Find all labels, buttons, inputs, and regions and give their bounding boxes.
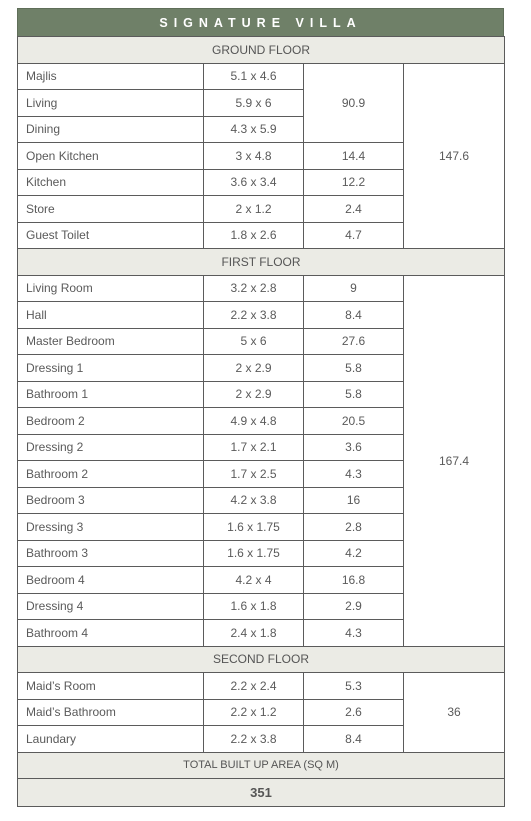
room-dimensions: 2.2 x 2.4 bbox=[204, 673, 304, 700]
combined-area: 90.9 bbox=[304, 63, 404, 143]
room-dimensions: 1.6 x 1.75 bbox=[204, 514, 304, 541]
room-area: 20.5 bbox=[304, 408, 404, 435]
room-dimensions: 1.7 x 2.5 bbox=[204, 461, 304, 488]
room-name: Maid’s Bathroom bbox=[18, 699, 204, 726]
room-area: 27.6 bbox=[304, 328, 404, 355]
room-area: 2.9 bbox=[304, 593, 404, 620]
room-name: Majlis bbox=[18, 63, 204, 90]
total-value-row bbox=[18, 779, 505, 807]
room-name: Guest Toilet bbox=[18, 222, 204, 249]
room-name: Laundary bbox=[18, 726, 204, 753]
second-floor-heading: SECOND FLOOR bbox=[18, 646, 505, 673]
room-name: Dressing 2 bbox=[18, 434, 204, 461]
room-dimensions: 2.2 x 1.2 bbox=[204, 699, 304, 726]
room-name: Bathroom 3 bbox=[18, 540, 204, 567]
room-dimensions: 1.8 x 2.6 bbox=[204, 222, 304, 249]
section-row bbox=[18, 646, 505, 673]
room-dimensions: 2.4 x 1.8 bbox=[204, 620, 304, 647]
section-row bbox=[18, 37, 505, 64]
room-dimensions: 5 x 6 bbox=[204, 328, 304, 355]
room-name: Open Kitchen bbox=[18, 143, 204, 170]
room-name: Maid’s Room bbox=[18, 673, 204, 700]
room-dimensions: 3 x 4.8 bbox=[204, 143, 304, 170]
room-dimensions: 3.6 x 3.4 bbox=[204, 169, 304, 196]
room-area: 5.8 bbox=[304, 381, 404, 408]
room-area: 4.7 bbox=[304, 222, 404, 249]
room-area: 8.4 bbox=[304, 726, 404, 753]
room-area: 5.3 bbox=[304, 673, 404, 700]
floor-total: 147.6 bbox=[404, 63, 505, 249]
room-dimensions: 4.9 x 4.8 bbox=[204, 408, 304, 435]
room-dimensions: 4.3 x 5.9 bbox=[204, 116, 304, 143]
room-area: 16.8 bbox=[304, 567, 404, 594]
room-area: 2.4 bbox=[304, 196, 404, 223]
room-name: Living bbox=[18, 90, 204, 117]
table-row bbox=[18, 673, 505, 700]
room-name: Bedroom 2 bbox=[18, 408, 204, 435]
room-area: 2.6 bbox=[304, 699, 404, 726]
room-name: Hall bbox=[18, 302, 204, 329]
room-area: 3.6 bbox=[304, 434, 404, 461]
room-name: Kitchen bbox=[18, 169, 204, 196]
room-dimensions: 2 x 1.2 bbox=[204, 196, 304, 223]
room-area: 2.8 bbox=[304, 514, 404, 541]
room-name: Bedroom 3 bbox=[18, 487, 204, 514]
room-area: 5.8 bbox=[304, 355, 404, 382]
area-table bbox=[17, 36, 505, 807]
floor-total: 36 bbox=[404, 673, 505, 753]
room-name: Bathroom 4 bbox=[18, 620, 204, 647]
room-dimensions: 1.6 x 1.8 bbox=[204, 593, 304, 620]
room-name: Bathroom 2 bbox=[18, 461, 204, 488]
room-area: 14.4 bbox=[304, 143, 404, 170]
room-name: Master Bedroom bbox=[18, 328, 204, 355]
room-area: 4.3 bbox=[304, 620, 404, 647]
section-row bbox=[18, 249, 505, 276]
room-area: 4.2 bbox=[304, 540, 404, 567]
first-floor-heading: FIRST FLOOR bbox=[18, 249, 505, 276]
room-dimensions: 1.6 x 1.75 bbox=[204, 540, 304, 567]
table-row bbox=[18, 275, 505, 302]
table-title: SIGNATURE VILLA bbox=[17, 8, 504, 36]
room-dimensions: 2 x 2.9 bbox=[204, 355, 304, 382]
ground-floor-heading: GROUND FLOOR bbox=[18, 37, 505, 64]
room-dimensions: 1.7 x 2.1 bbox=[204, 434, 304, 461]
room-dimensions: 5.9 x 6 bbox=[204, 90, 304, 117]
room-area: 4.3 bbox=[304, 461, 404, 488]
room-name: Dressing 1 bbox=[18, 355, 204, 382]
room-dimensions: 2.2 x 3.8 bbox=[204, 726, 304, 753]
room-name: Store bbox=[18, 196, 204, 223]
room-name: Dressing 4 bbox=[18, 593, 204, 620]
total-built-up-area-label: TOTAL BUILT UP AREA (SQ M) bbox=[18, 752, 505, 779]
room-name: Living Room bbox=[18, 275, 204, 302]
room-area: 9 bbox=[304, 275, 404, 302]
room-name: Dressing 3 bbox=[18, 514, 204, 541]
table-row bbox=[18, 63, 505, 90]
room-dimensions: 3.2 x 2.8 bbox=[204, 275, 304, 302]
room-dimensions: 2.2 x 3.8 bbox=[204, 302, 304, 329]
room-dimensions: 2 x 2.9 bbox=[204, 381, 304, 408]
room-name: Bedroom 4 bbox=[18, 567, 204, 594]
total-built-up-area-value: 351 bbox=[18, 779, 505, 807]
room-area: 8.4 bbox=[304, 302, 404, 329]
room-dimensions: 4.2 x 3.8 bbox=[204, 487, 304, 514]
floor-total: 167.4 bbox=[404, 275, 505, 646]
room-area: 16 bbox=[304, 487, 404, 514]
room-dimensions: 4.2 x 4 bbox=[204, 567, 304, 594]
room-area: 12.2 bbox=[304, 169, 404, 196]
total-label-row bbox=[18, 752, 505, 779]
area-schedule bbox=[17, 8, 504, 807]
room-name: Dining bbox=[18, 116, 204, 143]
room-dimensions: 5.1 x 4.6 bbox=[204, 63, 304, 90]
room-name: Bathroom 1 bbox=[18, 381, 204, 408]
